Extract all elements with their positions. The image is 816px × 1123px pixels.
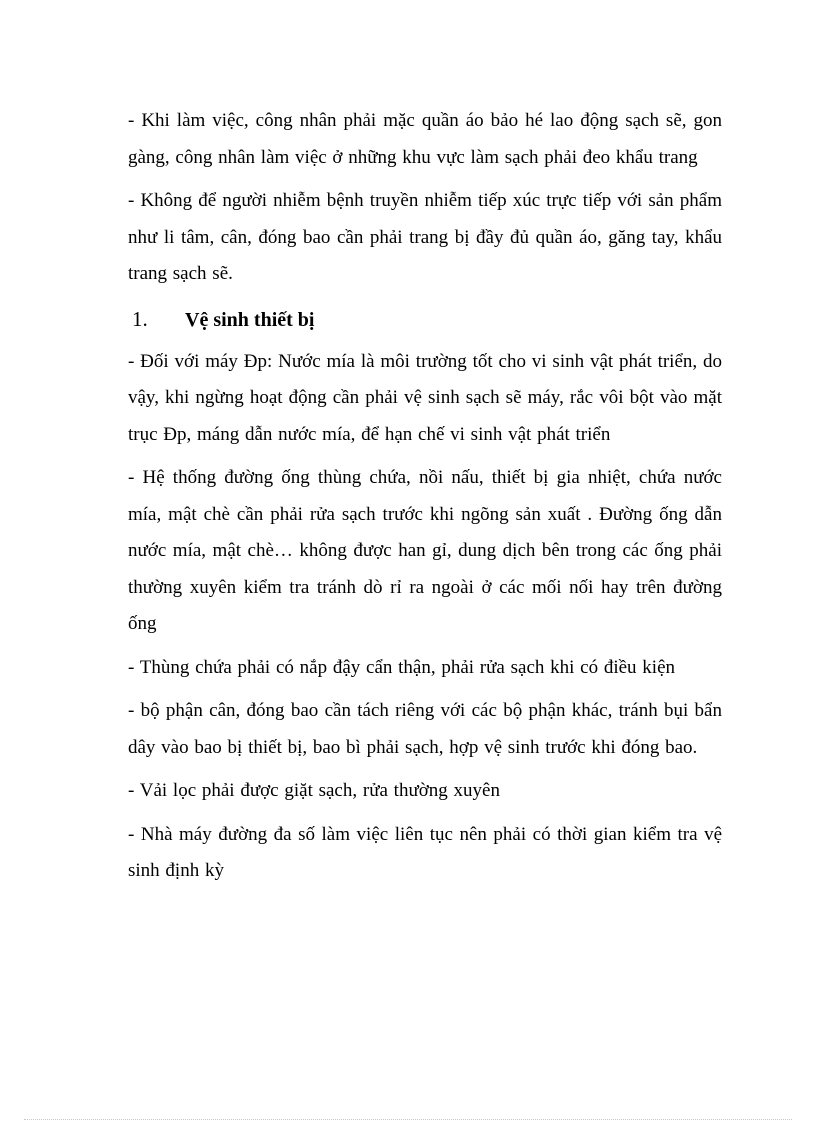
section-title: Vệ sinh thiết bị <box>185 308 315 331</box>
section-heading <box>128 300 722 338</box>
paragraph-weighing-packing: - bộ phận cân, đóng bao cần tách riêng với các bộ phận khác, tránh bụi bẩn dây vào bao bị thiết bị, bao bì phải sạch, hợp vệ sinh trước khi đóng bao. <box>128 700 722 758</box>
paragraph-work-clothing: - Khi làm việc, công nhân phải mặc quần áo bảo hé lao động sạch sẽ, gon gàng, công nhân làm việc ở những khu vực làm sạch phải đeo khẩu trang <box>128 110 722 168</box>
page-bottom-divider <box>24 1119 792 1120</box>
paragraph-tank-lid: - Thùng chứa phải có nắp đậy cẩn thận, phải rửa sạch khi có điều kiện <box>128 656 676 678</box>
document-body <box>128 103 722 897</box>
paragraph-filter-cloth: - Vải lọc phải được giặt sạch, rửa thường xuyên <box>128 780 500 801</box>
paragraph-pipe-system: - Hệ thống đường ống thùng chứa, nồi nấu, thiết bị gia nhiệt, chứa nước mía, mật chè cần phải rửa sạch trước khi ngõng sản xuất . Đường ống dẫn nước mía, mật chè… không được han gỉ, dung dịch bên trong các ống phải thường xuyên kiểm tra tránh dò rỉ ra ngoài ở các mối nối hay trên đường ống <box>128 467 722 634</box>
section-number: 1. <box>132 306 148 331</box>
paragraph-infected-persons: - Không để người nhiễm bệnh truyền nhiễm tiếp xúc trực tiếp với sản phẩm như li tâm, cân, đóng bao cần phải trang bị đầy đủ quần áo, găng tay, khẩu trang sạch sẽ. <box>128 190 722 284</box>
paragraph-dp-machine: - Đối với máy Đp: Nước mía là môi trường tốt cho vi sinh vật phát triển, do vậy, khi ngừng hoạt động cần phải vệ sinh sạch sẽ máy, rắc vôi bột vào mặt trục Đp, máng dẫn nước mía, để hạn chế vi sinh vật phát triển <box>128 350 722 445</box>
paragraph-periodic-check: - Nhà máy đường đa số làm việc liên tục nên phải có thời gian kiểm tra vệ sinh định kỳ <box>128 823 722 881</box>
